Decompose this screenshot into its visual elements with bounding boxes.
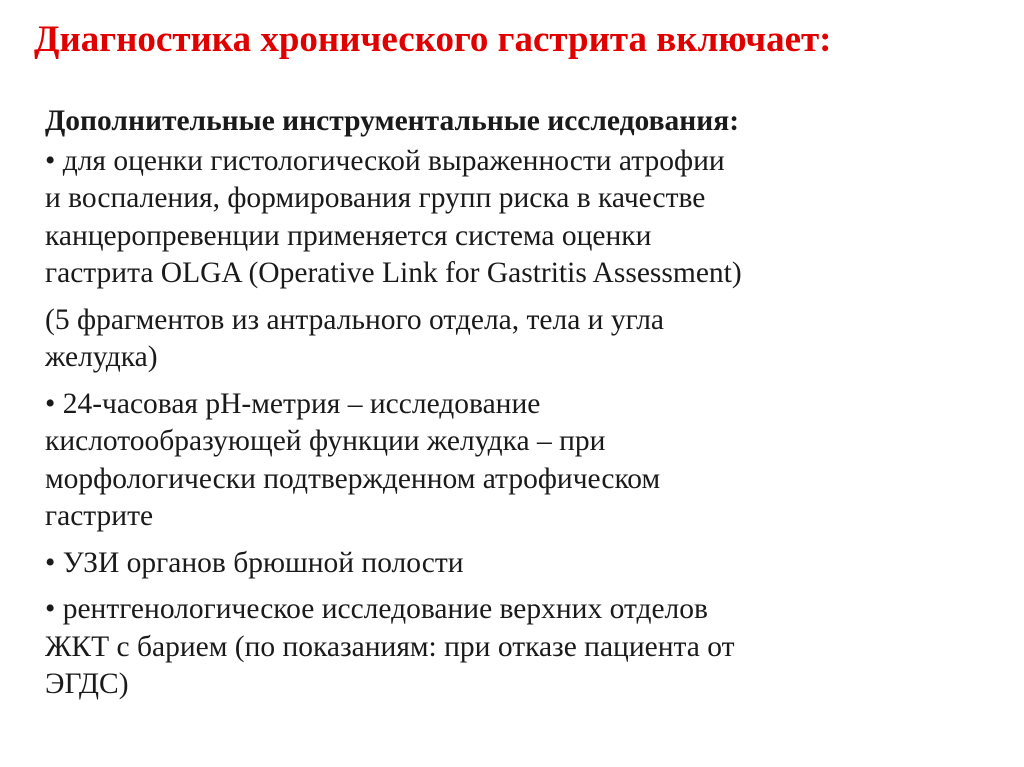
text-line: и воспаления, формирования групп риска в качестве bbox=[45, 182, 706, 214]
text-line: • рентгенологическое исследование верхних отделов bbox=[45, 593, 708, 625]
paragraph-ph-metry bbox=[45, 386, 1005, 536]
text-line: ЖКТ с барием (по показаниям: при отказе пациента от bbox=[45, 630, 735, 663]
text-line: желудка) bbox=[45, 341, 158, 373]
section-subtitle: Дополнительные инструментальные исследования: bbox=[45, 105, 740, 137]
paragraph-xray bbox=[45, 591, 1005, 704]
text-line: ЭГДС) bbox=[45, 668, 129, 700]
text-line: • УЗИ органов брюшной полости bbox=[45, 546, 464, 579]
text-line: • для оценки гистологической выраженности атрофии bbox=[45, 144, 725, 177]
text-line: канцеропревенции применяется система оценки bbox=[45, 219, 652, 252]
text-line: кислотообразующей функции желудка – при bbox=[45, 425, 606, 457]
text-line: морфологически подтвержденном атрофическом bbox=[45, 462, 661, 495]
paragraph-olga bbox=[45, 143, 1005, 293]
paragraph-fragments bbox=[45, 302, 1005, 377]
text-line: (5 фрагментов из антрального отдела, тела и угла bbox=[45, 303, 665, 336]
text-line: гастрита OLGA (Operative Link for Gastritis Assessment) bbox=[45, 257, 742, 289]
slide-title: Диагностика хронического гастрита включает: bbox=[34, 19, 832, 60]
text-line: • 24-часовая рН-метрия – исследование bbox=[45, 387, 541, 420]
paragraph-ultrasound bbox=[45, 545, 1005, 583]
text-line: гастрите bbox=[45, 500, 154, 532]
slide-content bbox=[45, 103, 1005, 713]
